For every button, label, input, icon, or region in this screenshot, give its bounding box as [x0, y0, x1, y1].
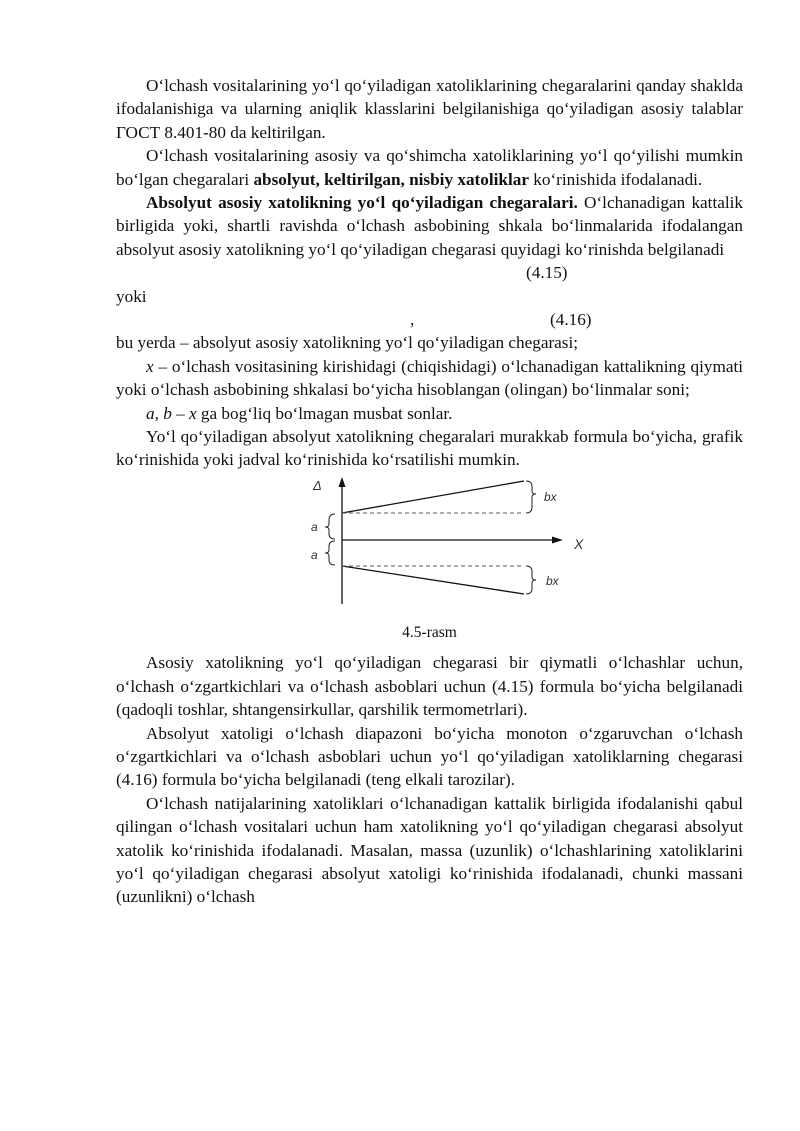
p2-text: O‘lchash vositalarining asosiy va qo‘shimcha xatoliklarining yo‘l qo‘yilishi mumkin bo‘lgan chegaralari: [116, 146, 743, 189]
a-lower-brace: [325, 541, 335, 565]
equation-comma: ,: [410, 310, 415, 330]
paragraph-ab-definition: [116, 402, 743, 425]
bx-lower-label: bx: [546, 573, 559, 588]
ab-symbols: a, b – x: [146, 403, 197, 423]
upper-limit-line: [342, 481, 524, 513]
x-definition-text: – o‘lchash vositasining kirishidagi (chiqishidagi) o‘lchanadigan kattalikning qiymati yoki o‘lchash asbobining shkalasi bo‘yicha hisoblangan (olingan) bo‘linmalar soni;: [116, 356, 743, 400]
a-upper-brace: [325, 514, 335, 539]
delta-axis-label: Δ: [313, 477, 322, 493]
p3-heading: Absolyut asosiy xatolikning yo‘l qo‘yiladigan chegaralari.: [146, 193, 578, 213]
paragraph-monotonic: Absolyut xatoligi o‘lchash diapazoni bo‘yicha monoton o‘zgaruvchan o‘lchash o‘zgartkichlari va o‘lchash asboblari uchun yo‘l qo‘yiladigan xatoliklarning chegarasi (4.16) formula bo‘yicha belgilanadi (teng elkali tarozilar).: [116, 723, 743, 790]
bx-upper-brace: [526, 481, 536, 513]
paragraph-measurement-results: O‘lchash natijalarining xatoliklari o‘lchanadigan kattalik birligida ifodalanishi qabul qilingan o‘lchash vositalari uchun ham xatolikning yo‘l qo‘yiladigan chegarasi absolyut xatolik ko‘rinishida ifodalanadi. Masalan, massa (uzunlik) o‘lchashlarining xatoliklarini yo‘l qo‘yiladigan chegarasi absolyut xatoligi ko‘rinishida ifodalanadi, chunki massani (uzunlikni) o‘lchash: [116, 793, 743, 907]
x-axis-label: X: [574, 535, 584, 552]
equation-number-4-15: (4.15): [526, 263, 568, 283]
paragraph-gost-requirements: O‘lchash vositalarining yo‘l qo‘yiladigan xatoliklarining chegaralarini qanday shaklda ifodalanishiga va ularning aniqlik klasslarini belgilanishiga qo‘yiladigan asosiy talablar ГОСТ 8.401-80 da keltirilgan.: [116, 76, 743, 142]
equation-4-15-row: [116, 261, 743, 284]
equation-number-4-16: (4.16): [550, 310, 592, 330]
p2-tail: ko‘rinishida ifodalanadi.: [528, 169, 703, 189]
delta-axis-arrow: [339, 477, 346, 487]
paragraph-where: bu yerda – absolyut asosiy xatolikning yo‘l qo‘yiladigan chegarasi;: [116, 333, 579, 353]
bx-lower-brace: [526, 566, 536, 594]
paragraph-single-valued: Asosiy xatolikning yo‘l qo‘yiladigan chegarasi bir qiymatli o‘lchashlar uchun, o‘lchash o‘zgartkichlari va o‘lchash asboblari uchun (4.15) formula bo‘yicha belgilanadi (qadoqli toshlar, shtangensirkullar, qarshilik termometrlari).: [116, 653, 743, 720]
p3-text: O‘lchanadigan kattalik birligida yoki, shartli ravishda o‘lchash asbobining shkala bo‘linmalarida ifodalangan absolyut asosiy xatolikning yo‘l qo‘yiladigan chegarasi quyidagi ko‘rinishda belgilanadi: [116, 193, 744, 259]
lower-limit-line: [342, 566, 524, 594]
yoki-text: yoki: [116, 286, 147, 306]
ab-definition-text: ga bog‘liq bo‘lmagan musbat sonlar.: [196, 403, 453, 423]
bx-upper-label: bx: [544, 489, 557, 504]
equation-4-16-row: [116, 308, 743, 331]
paragraph-representation: Yo‘l qo‘yiladigan absolyut xatolikning chegaralari murakkab formula bo‘yicha, grafik ko‘rinishida yoki jadval ko‘rinishida ko‘rsatilishi mumkin.: [116, 427, 743, 470]
x-symbol: x: [146, 356, 154, 376]
paragraph-error-types: [116, 144, 743, 191]
error-limits-diagram: [291, 474, 584, 620]
figure-caption: 4.5-rasm: [402, 623, 457, 641]
figure-4-5: [116, 474, 743, 620]
document-page: [116, 74, 743, 909]
a-upper-label: a: [311, 519, 318, 534]
a-lower-label: a: [311, 547, 318, 562]
x-axis-arrow: [552, 536, 563, 543]
p2-bold-terms: absolyut, keltirilgan, nisbiy xatoliklar: [253, 169, 529, 189]
paragraph-x-definition: [116, 355, 743, 402]
paragraph-absolute-limits: [116, 191, 743, 261]
